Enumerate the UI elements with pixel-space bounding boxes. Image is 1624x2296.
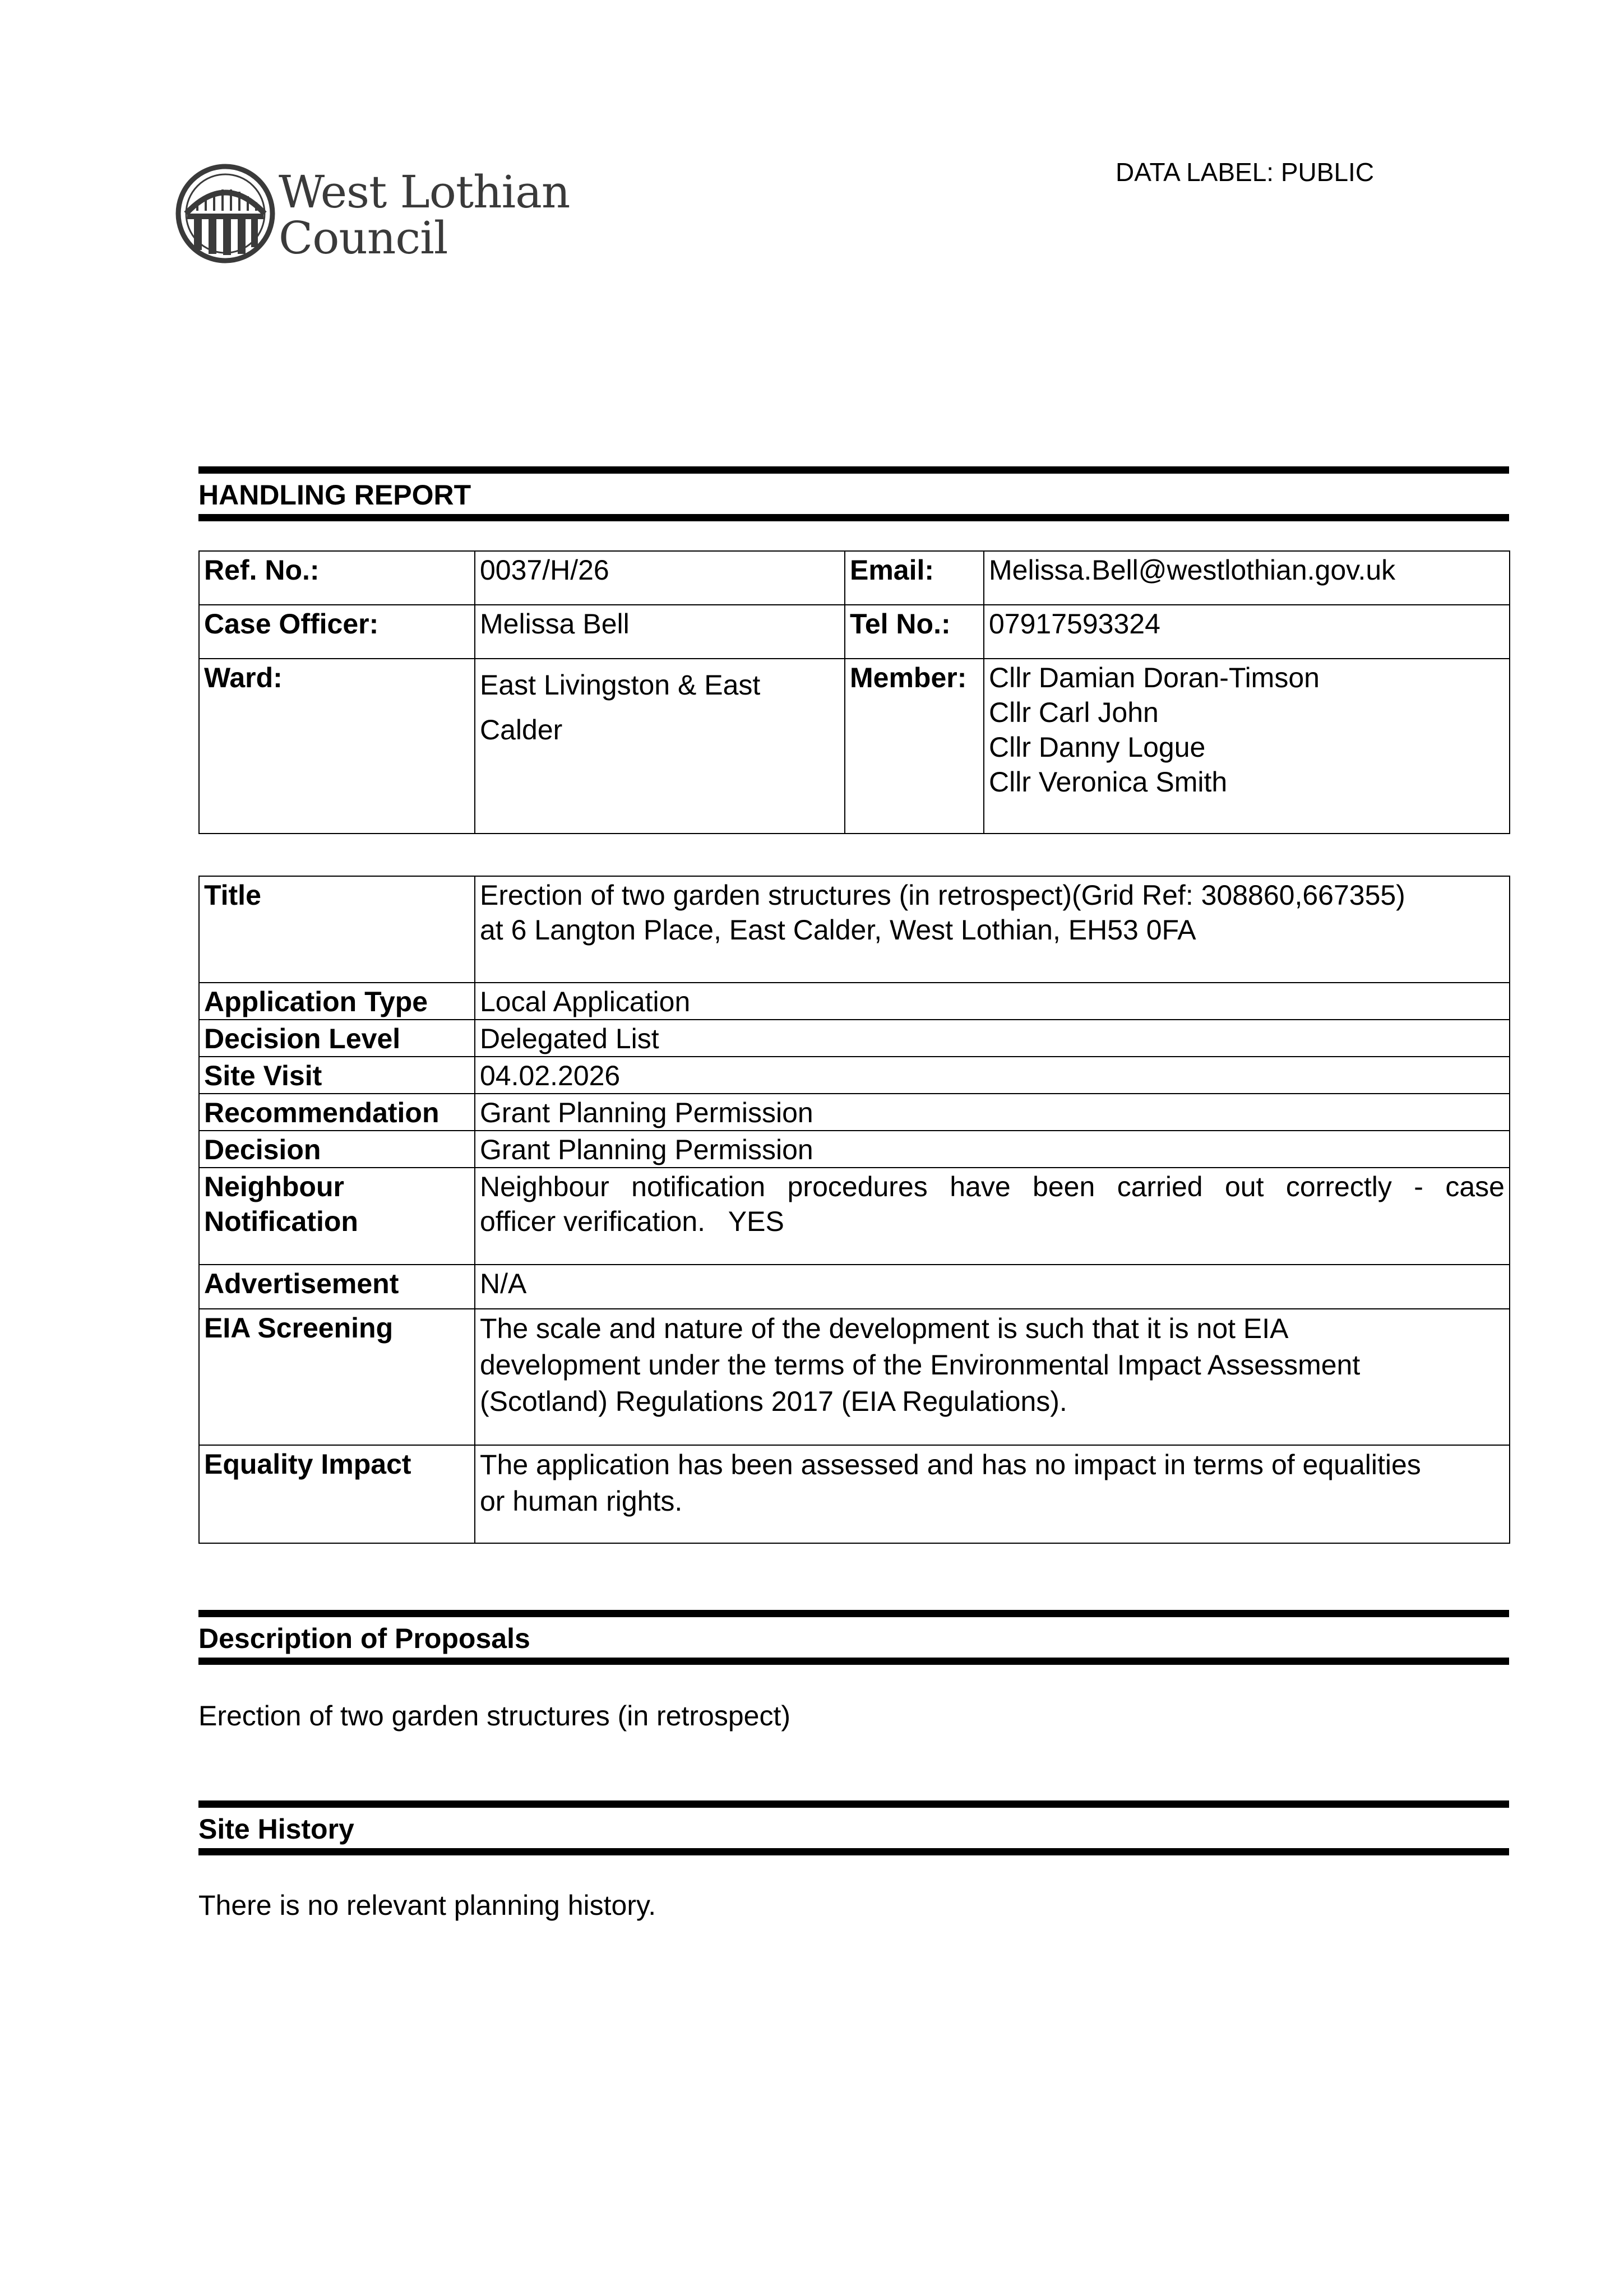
table-row <box>199 1168 1510 1265</box>
title-value <box>475 876 1510 983</box>
member-label: Member: <box>845 659 984 834</box>
ref-label: Ref. No.: <box>199 551 475 605</box>
neighbour-notification-value <box>475 1168 1510 1265</box>
equality-impact-value <box>475 1445 1510 1543</box>
table-row <box>199 605 1510 659</box>
ward-value <box>475 659 845 834</box>
ward-label: Ward: <box>199 659 475 834</box>
logo-line-1: West Lothian <box>279 166 570 218</box>
heading-rule-bottom <box>198 1658 1509 1665</box>
equality-line-2: or human rights. <box>480 1485 683 1517</box>
eia-screening-value <box>475 1309 1510 1445</box>
table-row <box>199 1131 1510 1168</box>
site-history-heading <box>198 1800 1509 1855</box>
equality-line-1: The application has been assessed and has no impact in terms of equalities <box>480 1449 1421 1480</box>
neighbour-label-line-1: Neighbour <box>204 1171 344 1202</box>
table-row <box>199 983 1510 1020</box>
application-table <box>198 876 1510 1544</box>
site-visit-label: Site Visit <box>199 1057 475 1094</box>
member-list <box>984 659 1510 834</box>
member-item: Cllr Carl John <box>989 697 1159 728</box>
table-row <box>199 1445 1510 1543</box>
email-label: Email: <box>845 551 984 605</box>
recommendation-label: Recommendation <box>199 1094 475 1131</box>
handling-report-heading <box>198 466 1509 521</box>
title-line-1: Erection of two garden structures (in retrospect)(Grid Ref: 308860,667355) <box>480 879 1405 911</box>
member-item: Cllr Danny Logue <box>989 732 1206 763</box>
heading-rule-top <box>198 1800 1509 1808</box>
council-logo <box>175 160 570 267</box>
eia-line-3: (Scotland) Regulations 2017 (EIA Regulations). <box>480 1386 1067 1417</box>
handling-report-title: HANDLING REPORT <box>198 479 471 511</box>
data-label: DATA LABEL: PUBLIC <box>1116 158 1375 187</box>
table-row <box>199 659 1510 834</box>
case-details-table <box>198 550 1510 834</box>
heading-rule-top <box>198 1610 1509 1617</box>
neighbour-label-line-2: Notification <box>204 1206 358 1237</box>
neighbour-notification-label <box>199 1168 475 1265</box>
recommendation-value: Grant Planning Permission <box>475 1094 1510 1131</box>
member-item: Cllr Veronica Smith <box>989 766 1228 798</box>
eia-line-1: The scale and nature of the development is such that it is not EIA <box>480 1313 1289 1344</box>
eia-line-2: development under the terms of the Environmental Impact Assessment <box>480 1349 1361 1381</box>
table-row <box>199 1265 1510 1309</box>
application-type-value: Local Application <box>475 983 1510 1020</box>
eia-screening-label: EIA Screening <box>199 1309 475 1445</box>
heading-rule-bottom <box>198 1848 1509 1855</box>
decision-value: Grant Planning Permission <box>475 1131 1510 1168</box>
heading-rule-bottom <box>198 514 1509 521</box>
table-row <box>199 551 1510 605</box>
tel-label: Tel No.: <box>845 605 984 659</box>
table-row <box>199 876 1510 983</box>
decision-level-label: Decision Level <box>199 1020 475 1057</box>
title-line-2: at 6 Langton Place, East Calder, West Lothian, EH53 0FA <box>480 914 1196 946</box>
member-item: Cllr Damian Doran-Timson <box>989 662 1320 693</box>
table-row <box>199 1309 1510 1445</box>
advertisement-label: Advertisement <box>199 1265 475 1309</box>
logo-line-2: Council <box>279 212 448 264</box>
site-history-text: There is no relevant planning history. <box>198 1890 656 1921</box>
description-heading <box>198 1610 1509 1665</box>
logo-wordmark <box>279 166 570 264</box>
table-row <box>199 1094 1510 1131</box>
site-history-title: Site History <box>198 1813 354 1845</box>
table-row <box>199 1057 1510 1094</box>
application-type-label: Application Type <box>199 983 475 1020</box>
description-text: Erection of two garden structures (in retrospect) <box>198 1700 791 1732</box>
tel-value: 07917593324 <box>984 605 1510 659</box>
ref-value: 0037/H/26 <box>475 551 845 605</box>
case-officer-label: Case Officer: <box>199 605 475 659</box>
title-label: Title <box>199 876 475 983</box>
neighbour-value-line-2: officer verification. YES <box>480 1206 784 1237</box>
ward-value-line-2: Calder <box>480 714 563 746</box>
viaduct-emblem-icon <box>175 160 276 267</box>
advertisement-value: N/A <box>475 1265 1510 1309</box>
site-visit-value: 04.02.2026 <box>475 1057 1510 1094</box>
case-officer-value: Melissa Bell <box>475 605 845 659</box>
ward-value-line-1: East Livingston & East <box>480 669 761 701</box>
heading-rule-top <box>198 466 1509 474</box>
equality-impact-label: Equality Impact <box>199 1445 475 1543</box>
decision-label: Decision <box>199 1131 475 1168</box>
table-row <box>199 1020 1510 1057</box>
email-value[interactable]: Melissa.Bell@westlothian.gov.uk <box>984 551 1510 605</box>
neighbour-value-line-1: Neighbour notification procedures have been carried out correctly - case <box>480 1171 1505 1202</box>
description-title: Description of Proposals <box>198 1623 530 1654</box>
decision-level-value: Delegated List <box>475 1020 1510 1057</box>
